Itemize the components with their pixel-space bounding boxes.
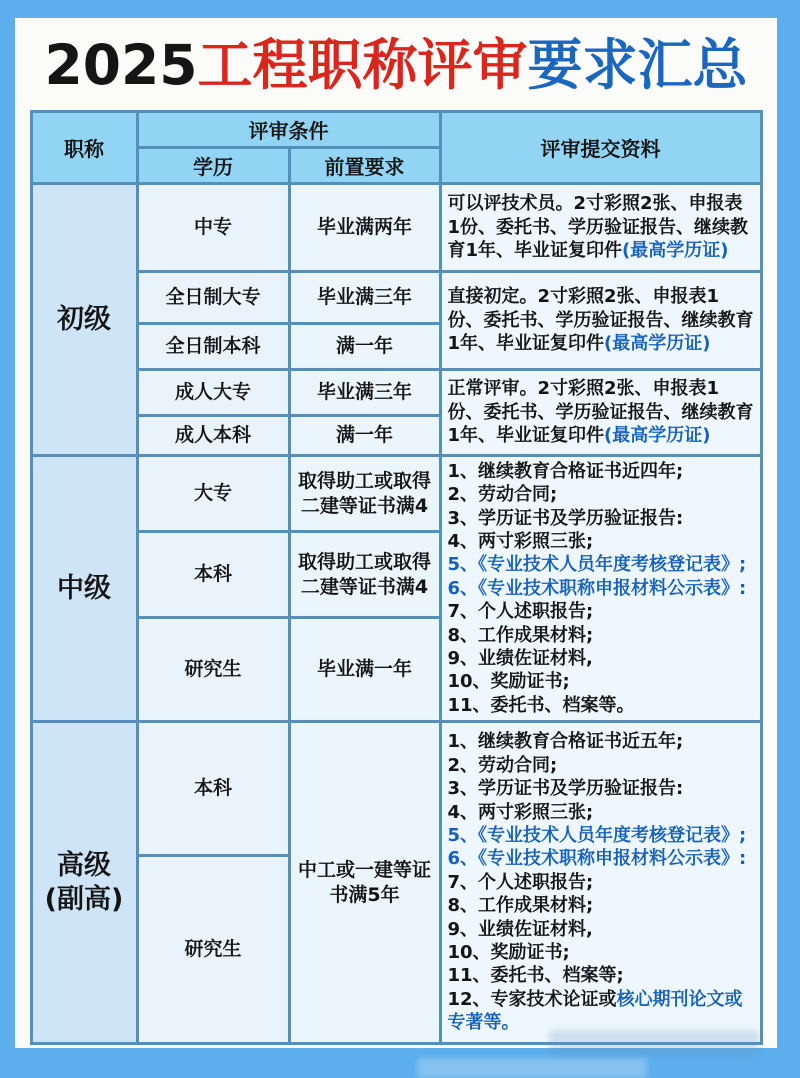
materials-cell bbox=[440, 370, 761, 456]
table-row bbox=[31, 722, 761, 856]
text-segment: 8、工作成果材料; bbox=[447, 895, 594, 917]
material-item bbox=[448, 988, 754, 1035]
prerequisite-cell: 满一年 bbox=[289, 324, 440, 370]
material-item bbox=[448, 460, 754, 483]
text-segment: 4、两寸彩照三张; bbox=[447, 801, 594, 823]
text-segment: 9、业绩佐证材料, bbox=[447, 918, 593, 940]
prerequisite-cell: 毕业满三年 bbox=[289, 370, 440, 416]
text-segment: 1、继续教育合格证书近五年; bbox=[447, 731, 684, 753]
material-item bbox=[448, 577, 754, 600]
title-blue-part: 要求汇总 bbox=[527, 33, 748, 97]
education-cell: 中专 bbox=[137, 184, 289, 272]
material-item bbox=[448, 824, 754, 847]
education-cell: 研究生 bbox=[137, 618, 289, 722]
material-item bbox=[448, 847, 754, 870]
material-item bbox=[448, 530, 754, 553]
page-title bbox=[15, 28, 777, 102]
education-cell: 全日制本科 bbox=[137, 324, 289, 370]
prerequisite-cell: 毕业满三年 bbox=[289, 272, 440, 324]
text-segment: 3、学历证书及学历验证报告: bbox=[447, 507, 684, 529]
text-segment: 正常评审。2寸彩照2张、申报表1份、委托书、学历验证报告、继续教育1年、毕业证复印件 bbox=[447, 378, 754, 447]
watermark bbox=[417, 1058, 647, 1078]
material-item bbox=[448, 894, 754, 917]
text-segment: 5、《专业技术人员年度考核登记表》; bbox=[447, 825, 747, 847]
text-segment: 2、劳动合同; bbox=[447, 754, 558, 776]
text-segment: 10、奖励证书; bbox=[447, 671, 570, 693]
header-row-1 bbox=[31, 112, 761, 148]
material-item bbox=[448, 941, 754, 964]
title-year: 2025 bbox=[44, 33, 198, 97]
watermark bbox=[549, 1030, 759, 1056]
prerequisite-cell: 中工或一建等证书满5年 bbox=[289, 722, 440, 1044]
header-education: 学历 bbox=[137, 148, 289, 184]
content-card bbox=[15, 18, 777, 1048]
material-item bbox=[448, 801, 754, 824]
materials-cell bbox=[440, 456, 761, 722]
material-item bbox=[448, 624, 754, 647]
education-cell: 成人大专 bbox=[137, 370, 289, 416]
material-item bbox=[448, 694, 754, 717]
text-segment: (最高学历证) bbox=[604, 333, 711, 355]
text-segment: 7、个人述职报告; bbox=[447, 871, 594, 893]
education-cell: 研究生 bbox=[137, 856, 289, 1044]
material-item bbox=[448, 918, 754, 941]
material-item bbox=[448, 754, 754, 777]
education-cell: 本科 bbox=[137, 532, 289, 618]
material-item bbox=[448, 553, 754, 576]
text-segment: 10、奖励证书; bbox=[447, 941, 570, 963]
materials-cell bbox=[440, 184, 761, 272]
prerequisite-cell: 取得助工或取得二建等证书满4 bbox=[289, 532, 440, 618]
header-materials: 评审提交资料 bbox=[440, 112, 761, 184]
material-item bbox=[448, 670, 754, 693]
text-segment: 可以评技术员。2寸彩照2张、申报表1份、委托书、学历验证报告、继续教育1年、毕业证复印件 bbox=[447, 193, 749, 262]
text-segment: 4、两寸彩照三张; bbox=[447, 531, 594, 553]
table-row bbox=[31, 370, 761, 416]
text-segment: 核心期刊论文或专著等。 bbox=[447, 988, 743, 1034]
section-label-junior: 初级 bbox=[31, 184, 137, 456]
text-segment: 8、工作成果材料; bbox=[447, 624, 594, 646]
text-segment: 11、委托书、档案等; bbox=[447, 965, 624, 987]
text-segment: (最高学历证) bbox=[604, 425, 711, 447]
material-item bbox=[448, 964, 754, 987]
prerequisite-cell: 满一年 bbox=[289, 416, 440, 456]
material-item bbox=[448, 483, 754, 506]
text-segment: 9、业绩佐证材料, bbox=[447, 647, 593, 669]
section-label-intermediate: 中级 bbox=[31, 456, 137, 722]
text-segment: 7、个人述职报告; bbox=[447, 601, 594, 623]
text-segment: 3、学历证书及学历验证报告: bbox=[447, 778, 684, 800]
text-segment: 5、《专业技术人员年度考核登记表》; bbox=[447, 554, 747, 576]
material-item bbox=[448, 507, 754, 530]
prerequisite-cell: 毕业满两年 bbox=[289, 184, 440, 272]
text-segment: 12、专家技术论证或 bbox=[447, 988, 617, 1010]
education-cell: 本科 bbox=[137, 722, 289, 856]
material-item bbox=[448, 777, 754, 800]
education-cell: 大专 bbox=[137, 456, 289, 532]
text-segment: 6、《专业技术职称申报材料公示表》: bbox=[447, 577, 747, 599]
text-segment: 2、劳动合同; bbox=[447, 484, 558, 506]
material-item bbox=[448, 647, 754, 670]
text-segment: 1、继续教育合格证书近四年; bbox=[447, 460, 684, 482]
materials-cell bbox=[440, 722, 761, 1044]
header-job-title: 职称 bbox=[31, 112, 137, 184]
requirements-table bbox=[30, 110, 763, 1045]
header-review-conditions: 评审条件 bbox=[137, 112, 440, 148]
table-row bbox=[31, 184, 761, 272]
education-cell: 全日制大专 bbox=[137, 272, 289, 324]
materials-cell bbox=[440, 272, 761, 370]
text-segment: 直接初定。2寸彩照2张、申报表1份、委托书、学历验证报告、继续教育1年、毕业证复印件 bbox=[447, 286, 754, 355]
text-segment: 6、《专业技术职称申报材料公示表》: bbox=[447, 848, 747, 870]
education-cell: 成人本科 bbox=[137, 416, 289, 456]
material-item bbox=[448, 600, 754, 623]
text-segment: (最高学历证) bbox=[622, 240, 729, 262]
table-row bbox=[31, 456, 761, 532]
table-row bbox=[31, 272, 761, 324]
header-prerequisites: 前置要求 bbox=[289, 148, 440, 184]
section-label-senior: 高级(副高) bbox=[31, 722, 137, 1044]
material-item bbox=[448, 730, 754, 753]
title-red-part: 工程职称评审 bbox=[197, 33, 528, 97]
material-item bbox=[448, 871, 754, 894]
text-segment: 11、委托书、档案等。 bbox=[447, 694, 635, 716]
prerequisite-cell: 取得助工或取得二建等证书满4 bbox=[289, 456, 440, 532]
prerequisite-cell: 毕业满一年 bbox=[289, 618, 440, 722]
